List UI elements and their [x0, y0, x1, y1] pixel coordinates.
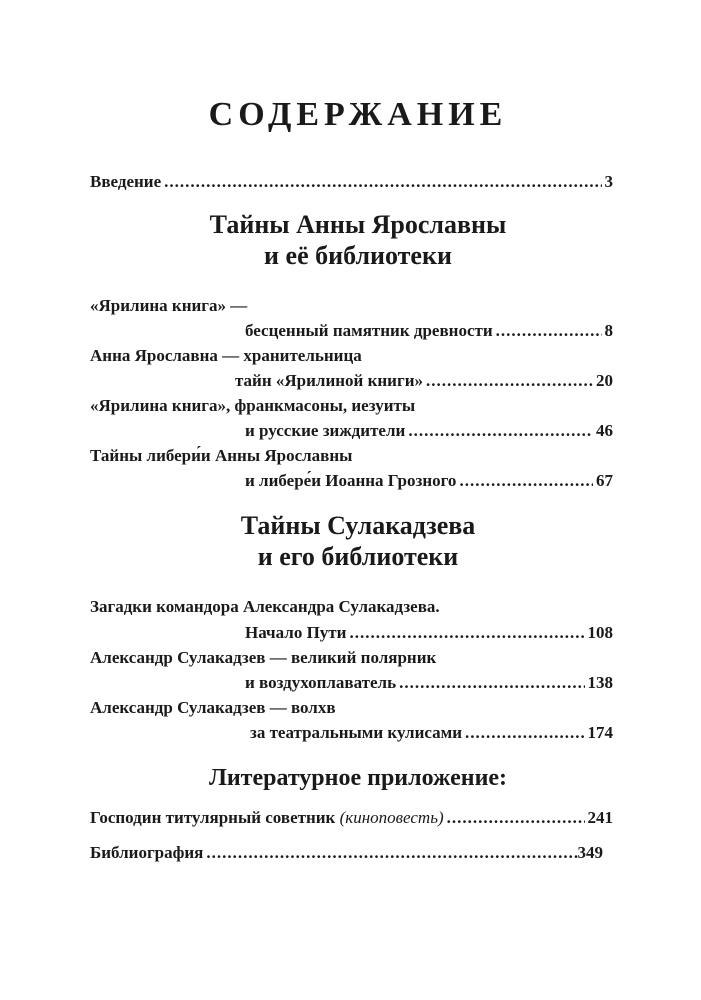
page-number: 138 — [587, 673, 613, 692]
page-number: 67 — [596, 471, 613, 490]
entry-label: Начало Пути — [245, 623, 347, 642]
page-number: 349 — [577, 843, 603, 862]
dot-leader — [408, 421, 593, 441]
appendix-heading: Литературное приложение: — [208, 765, 508, 791]
entry-label — [90, 808, 444, 828]
entry-label: и русские зиждители — [245, 421, 406, 440]
page-number: 20 — [596, 371, 613, 390]
heading-line: и его библиотеки — [257, 542, 459, 571]
heading-line: и её библиотеки — [264, 241, 452, 270]
entry-line1: Александр Сулакадзев — великий полярник — [90, 648, 437, 667]
toc-entry-intro[interactable] — [90, 172, 613, 192]
dot-leader — [426, 371, 593, 391]
entry-label: и воздухоплаватель — [245, 673, 397, 692]
toc-entry-appendix[interactable] — [90, 808, 613, 828]
toc-entry[interactable] — [245, 623, 613, 643]
entry-line1: «Ярилина книга» — — [90, 296, 248, 315]
toc-entry[interactable] — [245, 471, 613, 491]
toc-entry[interactable] — [245, 673, 613, 693]
page-number: 108 — [587, 623, 613, 642]
heading-line: Тайны Сулакадзева — [240, 511, 476, 540]
entry-label: Библиография — [90, 843, 204, 862]
page-number: 3 — [604, 172, 613, 191]
toc-entry[interactable] — [235, 371, 613, 391]
section-heading-2 — [0, 510, 701, 572]
dot-leader — [206, 843, 577, 863]
toc-entry[interactable] — [250, 723, 613, 743]
entry-line1: Тайны либери́и Анны Ярославны — [90, 446, 353, 465]
dot-leader — [447, 808, 585, 828]
dot-leader — [399, 673, 584, 693]
entry-label: тайн «Ярилиной книги» — [235, 371, 423, 390]
paren: ( — [335, 808, 346, 827]
entry-line1: Загадки командора Александра Сулакадзева. — [90, 597, 440, 616]
dot-leader — [349, 623, 584, 643]
entry-line1: «Ярилина книга», франкмасоны, иезуиты — [90, 396, 416, 415]
dot-leader — [164, 172, 601, 192]
toc-entry[interactable] — [245, 421, 613, 441]
entry-line1: Анна Ярославна — хранительница — [90, 346, 362, 365]
page-title: СОДЕРЖАНИЕ — [208, 96, 508, 133]
page-number: 8 — [604, 321, 613, 340]
page-number: 46 — [596, 421, 613, 440]
toc-entry[interactable] — [245, 321, 613, 341]
entry-label: и либере́и Иоанна Грозного — [245, 471, 457, 490]
entry-label: бесценный памятник древности — [245, 321, 493, 340]
entry-label: Введение — [90, 172, 162, 191]
dot-leader — [465, 723, 584, 743]
dot-leader — [459, 471, 593, 491]
entry-line1: Александр Сулакадзев — волхв — [90, 698, 336, 717]
section-heading-1 — [0, 209, 701, 271]
entry-label: за театральными кулисами — [250, 723, 463, 742]
dot-leader — [496, 321, 602, 341]
toc-entry-bibliography[interactable] — [90, 843, 603, 863]
page-number: 241 — [587, 808, 613, 827]
genre-note: киноповесть — [345, 808, 438, 827]
entry-title: Господин титулярный советник — [90, 808, 336, 827]
paren: ) — [437, 808, 444, 827]
heading-line: Тайны Анны Ярославны — [209, 210, 507, 239]
page-number: 174 — [587, 723, 613, 742]
